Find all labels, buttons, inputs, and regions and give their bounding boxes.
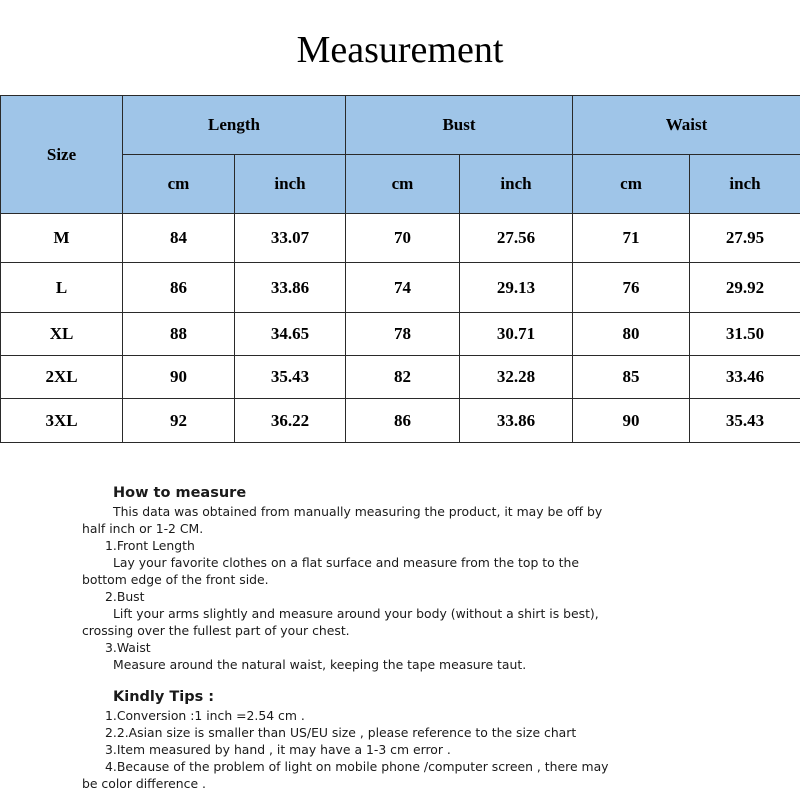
item-title: 1.Front Length [105, 538, 195, 553]
unit-header: cm [123, 155, 235, 214]
table-cell: 27.56 [460, 214, 573, 263]
table-cell: 90 [573, 399, 690, 443]
table-cell: 32.28 [460, 356, 573, 399]
table-cell: 29.92 [690, 263, 800, 313]
size-header: Size [1, 96, 123, 214]
tip-line: 4.Because of the problem of light on mobile phone /computer screen , there may [105, 759, 609, 774]
unit-header: cm [346, 155, 460, 214]
table-cell: 34.65 [235, 313, 346, 356]
length-header: Length [123, 96, 346, 155]
item-title: 3.Waist [105, 640, 151, 655]
table-cell: 74 [346, 263, 460, 313]
table-row [1, 356, 800, 399]
unit-header: cm [573, 155, 690, 214]
table-cell: 30.71 [460, 313, 573, 356]
table-cell: 36.22 [235, 399, 346, 443]
table-row [1, 313, 800, 356]
item-text: Lift your arms slightly and measure around your body (without a shirt is best), [113, 606, 599, 621]
table-cell: 33.86 [460, 399, 573, 443]
tip-line: be color difference . [82, 776, 206, 791]
item-title: 2.Bust [105, 589, 145, 604]
table-cell: 33.46 [690, 356, 800, 399]
unit-header: inch [690, 155, 800, 214]
item-text: Lay your favorite clothes on a flat surface and measure from the top to the [113, 555, 580, 570]
table-cell: 82 [346, 356, 460, 399]
size-cell: XL [1, 313, 123, 356]
waist-header: Waist [573, 96, 800, 155]
table-cell: 92 [123, 399, 235, 443]
size-cell: M [1, 214, 123, 263]
tip-line: 1.Conversion :1 inch =2.54 cm . [105, 708, 305, 723]
item-text: crossing over the fullest part of your chest. [82, 623, 350, 638]
table-cell: 80 [573, 313, 690, 356]
table-cell: 29.13 [460, 263, 573, 313]
table-cell: 76 [573, 263, 690, 313]
tips-heading: Kindly Tips : [113, 689, 215, 705]
table-cell: 70 [346, 214, 460, 263]
unit-header: inch [235, 155, 346, 214]
page-title: Measurement [296, 29, 504, 71]
how-to-heading: How to measure [113, 485, 247, 501]
bust-header: Bust [346, 96, 573, 155]
item-text: Measure around the natural waist, keeping the tape measure taut. [113, 657, 527, 672]
intro-text: This data was obtained from manually measuring the product, it may be off by [113, 504, 603, 519]
table-cell: 88 [123, 313, 235, 356]
unit-header: inch [460, 155, 573, 214]
size-cell: 3XL [1, 399, 123, 443]
size-chart-table [0, 95, 800, 443]
tip-line: 3.Item measured by hand , it may have a 1-3 cm error . [105, 742, 451, 757]
table-cell: 33.07 [235, 214, 346, 263]
tip-line: 2.2.Asian size is smaller than US/EU size , please reference to the size chart [105, 725, 577, 740]
table-cell: 90 [123, 356, 235, 399]
table-cell: 33.86 [235, 263, 346, 313]
table-cell: 86 [346, 399, 460, 443]
table-row [1, 214, 800, 263]
measurement-instructions [82, 483, 782, 792]
table-cell: 35.43 [690, 399, 800, 443]
table-row [1, 263, 800, 313]
table-cell: 31.50 [690, 313, 800, 356]
size-cell: L [1, 263, 123, 313]
table-cell: 35.43 [235, 356, 346, 399]
table-cell: 86 [123, 263, 235, 313]
table-cell: 78 [346, 313, 460, 356]
table-cell: 27.95 [690, 214, 800, 263]
table-cell: 71 [573, 214, 690, 263]
item-text: bottom edge of the front side. [82, 572, 269, 587]
table-cell: 85 [573, 356, 690, 399]
intro-text: half inch or 1-2 CM. [82, 521, 204, 536]
table-header-row [1, 96, 800, 155]
table-row [1, 399, 800, 443]
table-cell: 84 [123, 214, 235, 263]
size-cell: 2XL [1, 356, 123, 399]
